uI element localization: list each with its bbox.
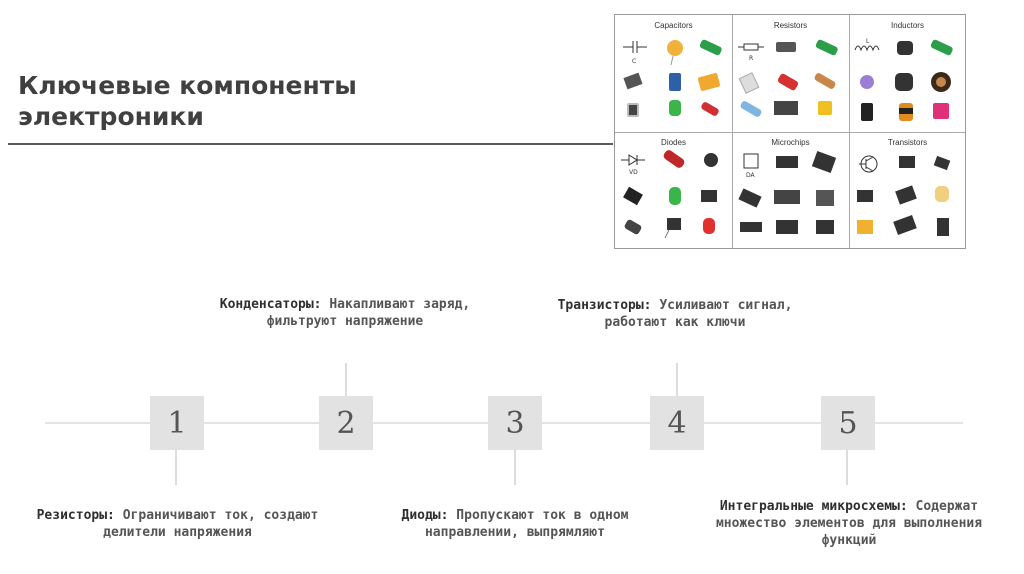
timeline-connector — [676, 363, 678, 399]
symbol-label: R — [749, 55, 754, 62]
step-description — [714, 498, 984, 549]
symbol-label: VD — [629, 169, 638, 176]
capacitors-cell — [615, 15, 732, 132]
resistors-cell — [732, 15, 849, 132]
diodes-illustration — [615, 132, 732, 249]
transistors-cell — [849, 132, 966, 249]
cell-caption: Microchips — [771, 138, 810, 147]
components-image — [614, 14, 966, 249]
symbol-label: L — [866, 38, 870, 45]
cell-caption: Diodes — [661, 138, 686, 147]
step-number-box: 4 — [650, 396, 704, 450]
symbol-label: C — [632, 58, 637, 65]
title-divider — [8, 143, 613, 145]
microchips-illustration — [732, 132, 849, 249]
symbol-label: DA — [746, 172, 755, 179]
inductors-illustration — [849, 15, 966, 132]
timeline-connector — [514, 449, 516, 485]
timeline-connector — [345, 363, 347, 399]
step-number-box: 3 — [488, 396, 542, 450]
step-term: Резисторы: — [36, 508, 115, 523]
capacitors-illustration — [615, 15, 732, 132]
step-text: Усиливают сигнал, работают как ключи — [604, 298, 793, 330]
step-description — [200, 296, 490, 330]
step-description — [395, 507, 635, 541]
microchips-cell — [732, 132, 849, 249]
step-text: Накапливают заряд, фильтруют напряжение — [266, 297, 471, 329]
timeline-connector — [175, 449, 177, 485]
inductors-cell — [849, 15, 966, 132]
step-term: Конденсаторы: — [219, 297, 322, 312]
cell-caption: Transistors — [887, 138, 928, 147]
step-text: Ограничивают ток, создают делители напряжения — [103, 508, 319, 540]
cell-caption: Inductors — [891, 21, 924, 30]
step-text: Пропускают ток в одном направлении, выпрямляют — [424, 508, 629, 540]
step-description — [540, 297, 810, 331]
step-description — [30, 507, 325, 541]
timeline-connector — [846, 449, 848, 485]
diodes-cell — [615, 132, 732, 249]
step-term: Транзисторы: — [557, 298, 652, 313]
resistors-illustration — [732, 15, 849, 132]
cell-caption: Capacitors — [654, 21, 693, 30]
cell-caption: Resistors — [773, 21, 808, 30]
step-text: Содержат множество элементов для выполнения функций — [715, 499, 983, 548]
step-term: Диоды: — [401, 508, 449, 523]
step-term: Интегральные микросхемы: — [719, 499, 908, 514]
step-number-box: 2 — [319, 396, 373, 450]
step-number-box: 5 — [821, 396, 875, 450]
slide-title: Ключевые компоненты электроники — [18, 71, 357, 131]
transistors-illustration — [849, 132, 966, 249]
step-number-box: 1 — [150, 396, 204, 450]
